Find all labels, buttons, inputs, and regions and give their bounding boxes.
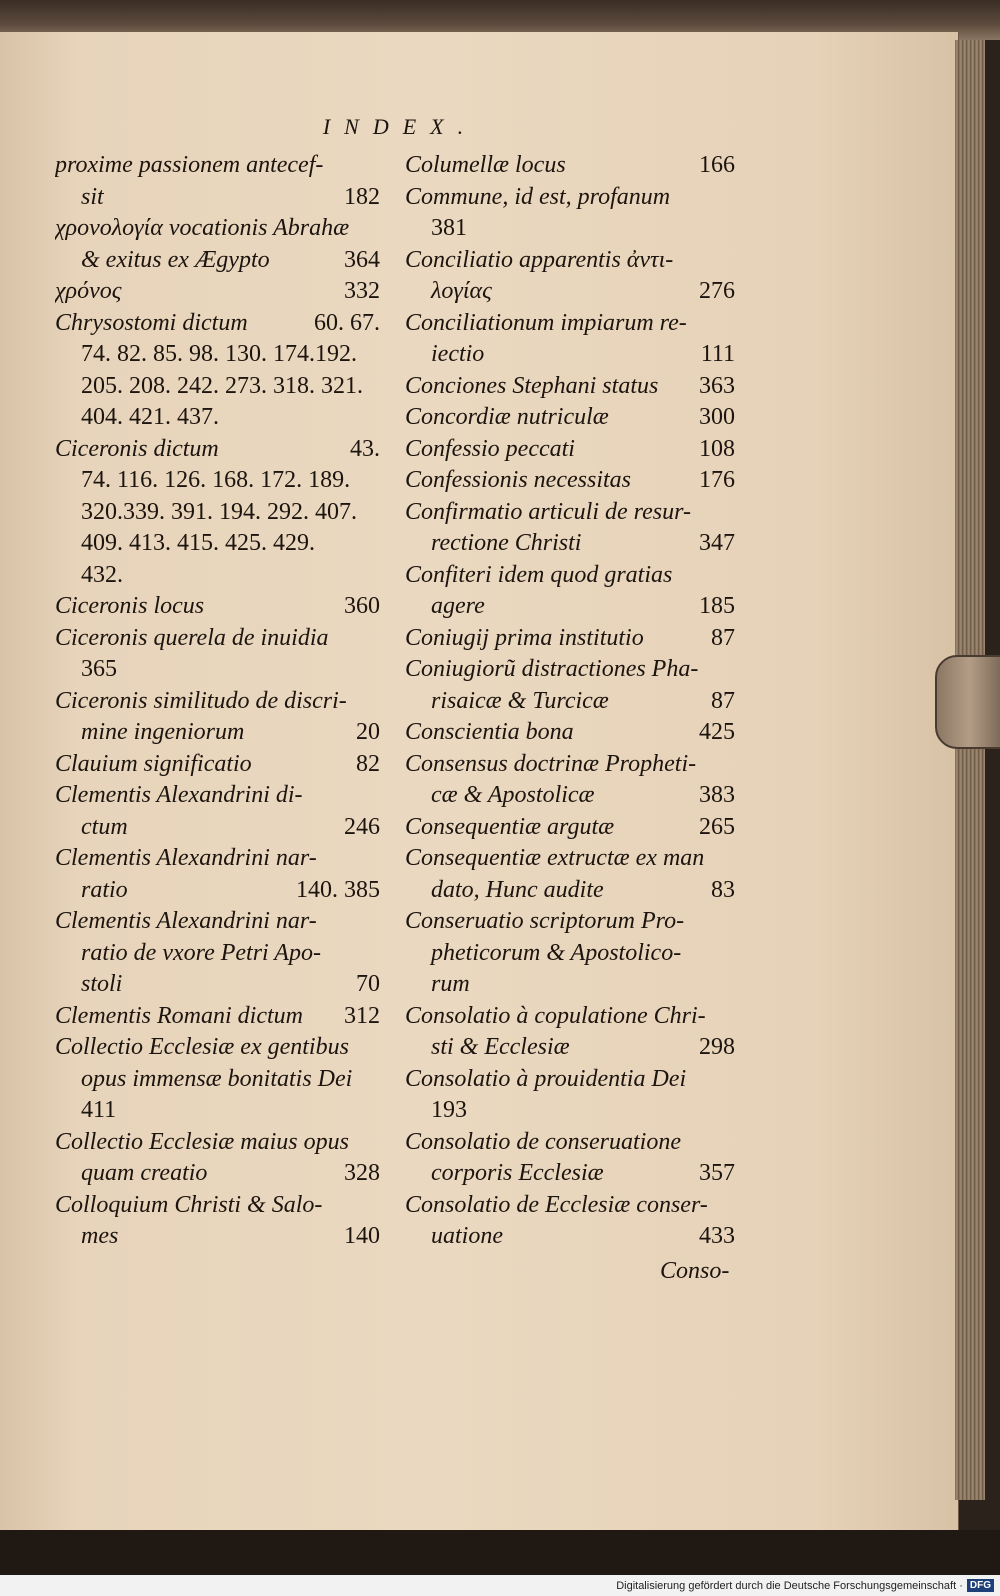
index-entry	[55, 843, 380, 906]
index-entry-page: 82	[356, 750, 380, 777]
index-entry	[405, 497, 735, 560]
index-entry-line: Clementis Romani dictum	[55, 1002, 303, 1029]
index-entry	[55, 1032, 380, 1127]
index-entry-line: Conscientia bona	[405, 719, 574, 745]
index-entry-line: Consolatio de conseruatione	[405, 1128, 681, 1155]
index-entry-page: 425	[699, 719, 735, 745]
index-entry-line: Clementis Alexandrini di-	[55, 782, 303, 808]
index-entry	[55, 780, 380, 843]
index-entry-line: Ciceronis similitudo de discri-	[55, 687, 347, 714]
index-entry-line: Consolatio à prouidentia Dei	[405, 1065, 687, 1092]
index-entry-line: 411	[81, 1097, 117, 1123]
index-entry-page: 328	[344, 1160, 380, 1186]
index-entry-page: 87	[711, 687, 735, 714]
index-entry-page: 433	[699, 1223, 735, 1249]
index-entry-line: ratio	[81, 876, 128, 903]
index-entry-line: rum	[431, 971, 470, 997]
index-entry	[405, 1190, 735, 1253]
index-column-left	[55, 150, 380, 1253]
index-entry-page: 166	[699, 152, 735, 178]
index-entry-line: Confiteri idem quod gratias	[405, 561, 673, 588]
footer-credit-text: Digitalisierung gefördert durch die Deutsche Forschungsgemeinschaft	[616, 1579, 957, 1592]
index-entry-line: Coniugij prima institutio	[405, 624, 644, 651]
index-entry-line: mes	[81, 1223, 119, 1249]
footer-credit-bar: Digitalisierung gefördert durch die Deutsche Forschungsgemeinschaft · DFG	[0, 1575, 1000, 1596]
index-entry-page: 108	[699, 435, 735, 462]
index-entry-page: 83	[711, 876, 735, 903]
index-entry	[55, 276, 380, 308]
index-entry-page: 176	[699, 467, 735, 493]
index-entry-line: Clauium significatio	[55, 750, 252, 777]
index-entry-page: 140. 385	[296, 876, 380, 903]
index-entry-line: sti & Ecclesiæ	[431, 1034, 570, 1060]
index-entry-line: Conciliatio apparentis ἀντι-	[405, 246, 674, 273]
index-entry-page: 332	[344, 278, 380, 304]
index-entry-page: 360	[344, 593, 380, 619]
index-entry-page: 363	[699, 372, 735, 399]
index-entry-page: 383	[699, 782, 735, 808]
index-entry-line: 74. 82. 85. 98. 130. 174.192.	[81, 341, 357, 367]
index-entry	[55, 591, 380, 623]
index-entry-line: proxime passionem antecef-	[55, 152, 324, 178]
index-entry-line: ctum	[81, 813, 128, 840]
index-entry-line: Consequentiæ extructæ ex man	[405, 845, 705, 871]
index-entry	[405, 182, 735, 245]
index-entry-line: λογίας	[431, 278, 492, 304]
index-entry	[405, 371, 735, 403]
index-entry-line: 432.	[81, 561, 123, 588]
index-entry	[405, 1064, 735, 1127]
index-entry-line: Clementis Alexandrini nar-	[55, 908, 317, 934]
index-entry-line: Conciones Stephani status	[405, 372, 659, 399]
index-entry-line: Collectio Ecclesiæ maius opus	[55, 1128, 349, 1155]
index-entry-line: sit	[81, 183, 104, 210]
page-stack-edge	[955, 40, 985, 1500]
index-entry	[405, 843, 735, 906]
index-entry-page: 276	[699, 278, 735, 304]
index-entry	[55, 906, 380, 1001]
index-entry	[55, 434, 380, 592]
index-entry	[55, 1190, 380, 1253]
index-entry	[55, 623, 380, 686]
index-entry-line: Coniugiorũ distractiones Pha-	[405, 656, 699, 682]
index-entry-line: Conciliationum impiarum re-	[405, 309, 687, 336]
index-entry-page: 364	[344, 246, 380, 273]
index-entry-line: stoli	[81, 971, 123, 997]
index-entry	[405, 402, 735, 434]
index-entry-line: χρόνος	[55, 278, 122, 304]
index-entry-page: 265	[699, 813, 735, 840]
index-entry-page: 60. 67.	[314, 309, 380, 336]
index-entry	[405, 308, 735, 371]
index-entry-line: 381	[431, 215, 467, 241]
index-entry	[405, 560, 735, 623]
index-entry-page: 300	[699, 404, 735, 430]
index-entry	[55, 150, 380, 213]
index-entry-line: Ciceronis querela de inuidia	[55, 624, 329, 651]
page-header: INDEX.	[322, 114, 478, 139]
index-entry	[405, 749, 735, 812]
index-entry	[55, 1001, 380, 1033]
index-entry-line: Ciceronis dictum	[55, 435, 219, 462]
index-entry-page: 111	[700, 341, 735, 367]
index-entry-line: Confessio peccati	[405, 435, 575, 462]
index-entry	[55, 686, 380, 749]
index-entry-line: 74. 116. 126. 168. 172. 189.	[81, 467, 351, 493]
index-entry	[55, 213, 380, 276]
index-entry-page: 43.	[350, 435, 380, 462]
index-entry	[405, 1001, 735, 1064]
index-entry-line: Chrysostomi dictum	[55, 309, 248, 336]
index-entry-line: corporis Ecclesiæ	[431, 1160, 604, 1186]
index-entry-line: ratio de vxore Petri Apo-	[81, 939, 321, 966]
index-entry-line: 404. 421. 437.	[81, 404, 219, 430]
index-entry-line: Commune, id est, profanum	[405, 183, 671, 210]
index-entry	[55, 308, 380, 434]
index-entry-page: 357	[699, 1160, 735, 1186]
index-entry-line: uatione	[431, 1223, 503, 1249]
scan-background	[0, 1530, 1000, 1575]
index-entry-line: 320.339. 391. 194. 292. 407.	[81, 498, 357, 525]
index-column-right	[405, 150, 735, 1253]
index-entry-line: dato, Hunc audite	[431, 876, 604, 903]
catchword: Conso-	[660, 1258, 730, 1284]
index-entry-line: opus immensæ bonitatis Dei	[81, 1065, 353, 1092]
index-entry	[405, 150, 735, 182]
index-entry-line: 193	[431, 1097, 467, 1123]
index-entry	[405, 434, 735, 466]
index-entry	[405, 812, 735, 844]
index-entry-line: Ciceronis locus	[55, 593, 205, 619]
index-entry-page: 312	[344, 1002, 380, 1029]
index-entry-line: Columellæ locus	[405, 152, 566, 178]
index-entry-page: 87	[711, 624, 735, 651]
index-entry	[405, 465, 735, 497]
index-entry	[405, 623, 735, 655]
index-entry	[405, 654, 735, 717]
index-entry-page: 182	[344, 183, 380, 210]
index-entry-line: Confessionis necessitas	[405, 467, 631, 493]
index-entry-line: pheticorum & Apostolico-	[431, 939, 682, 966]
index-entry-line: rectione Christi	[431, 530, 582, 556]
index-entry-line: mine ingeniorum	[81, 719, 245, 745]
index-entry-line: Consensus doctrinæ Propheti-	[405, 750, 697, 777]
index-entry-line: agere	[431, 593, 485, 619]
index-entry-line: Consolatio de Ecclesiæ conser-	[405, 1191, 708, 1218]
dfg-logo: DFG	[967, 1579, 994, 1592]
index-entry	[55, 1127, 380, 1190]
index-entry-line: Concordiæ nutriculæ	[405, 404, 609, 430]
index-entry-line: Clementis Alexandrini nar-	[55, 845, 317, 871]
index-entry-page: 185	[699, 593, 735, 619]
index-entry-page: 246	[344, 813, 380, 840]
index-entry-line: 409. 413. 415. 425. 429.	[81, 530, 315, 556]
index-entry-line: χρονολογία vocationis Abrahæ	[55, 215, 350, 241]
index-entry	[405, 906, 735, 1001]
index-entry	[405, 1127, 735, 1190]
index-entry	[55, 749, 380, 781]
index-entry-page: 20	[356, 719, 380, 745]
index-entry	[405, 245, 735, 308]
index-entry-line: Colloquium Christi & Salo-	[55, 1191, 323, 1218]
index-entry-line: Consolatio à copulatione Chri-	[405, 1002, 706, 1029]
index-entry-line: 205. 208. 242. 273. 318. 321.	[81, 372, 363, 399]
index-entry-line: risaicæ & Turcicæ	[431, 687, 609, 714]
index-entry-line: quam creatio	[81, 1160, 208, 1186]
index-entry-line: Collectio Ecclesiæ ex gentibus	[55, 1034, 349, 1060]
index-entry-line: Consequentiæ argutæ	[405, 813, 615, 840]
index-entry-page: 347	[699, 530, 735, 556]
index-entry-page: 70	[356, 971, 380, 997]
index-entry-line: cæ & Apostolicæ	[431, 782, 595, 808]
index-entry-line: Conseruatio scriptorum Pro-	[405, 908, 685, 934]
index-entry-line: & exitus ex Ægypto	[81, 246, 270, 273]
index-entry-line: 365	[81, 656, 117, 682]
book-clasp	[935, 655, 1000, 749]
index-entry-line: iectio	[431, 341, 485, 367]
index-entry-page: 298	[699, 1034, 735, 1060]
index-entry	[405, 717, 735, 749]
index-entry-page: 140	[344, 1223, 380, 1249]
index-entry-line: Confirmatio articuli de resur-	[405, 498, 691, 525]
